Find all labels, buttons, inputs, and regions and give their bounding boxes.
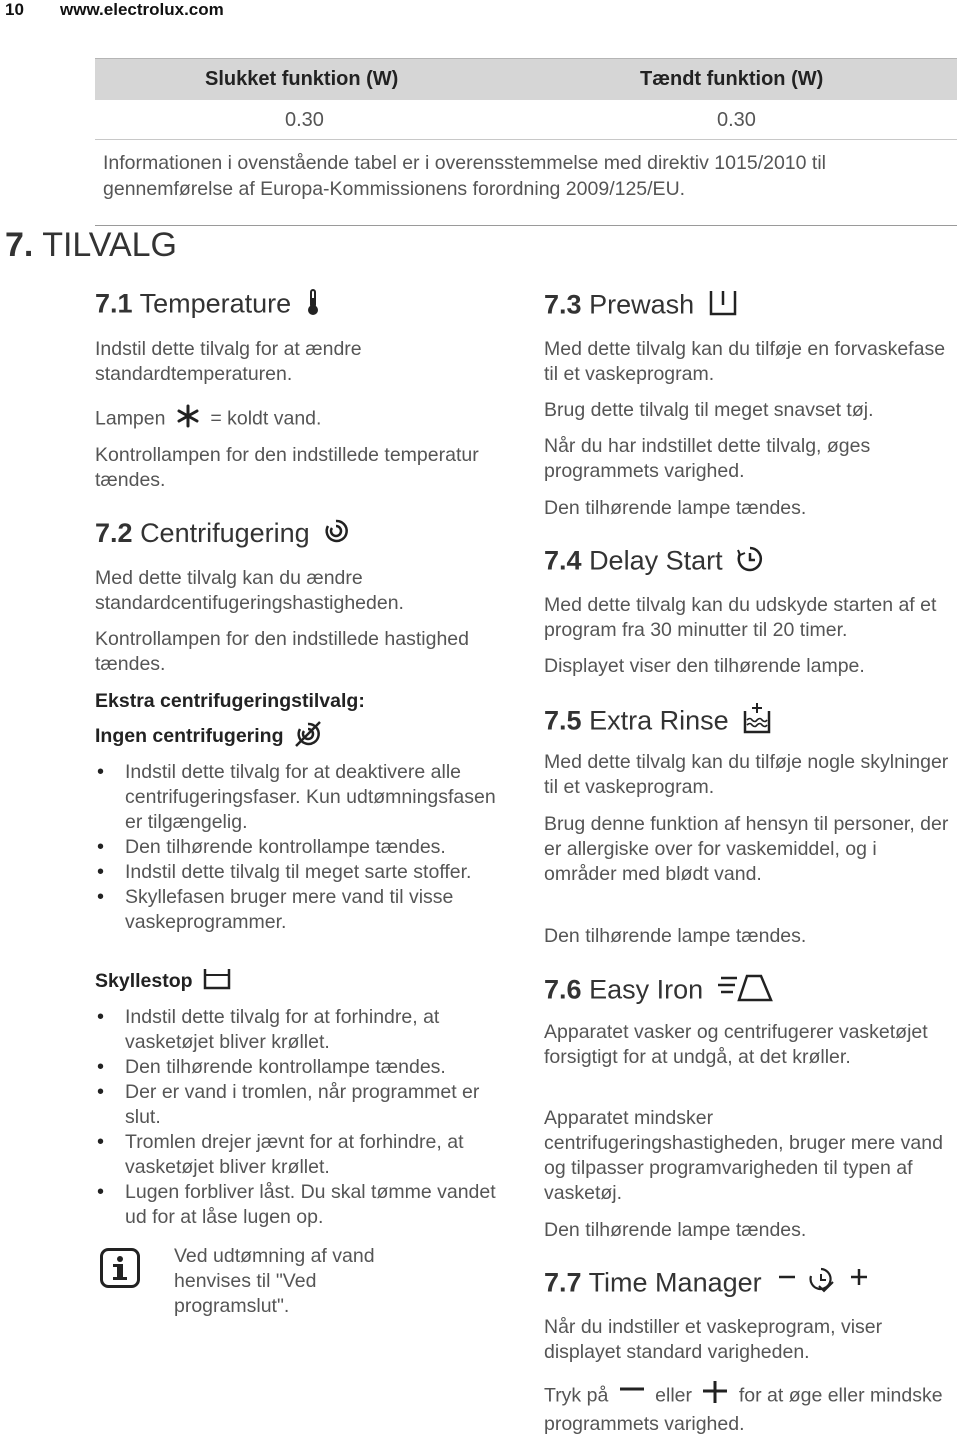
chapter-title: TILVALG xyxy=(42,226,177,264)
section-title: Prewash xyxy=(589,289,695,320)
no-spin-heading xyxy=(95,720,323,754)
section-7-4-text-1: Med dette tilvalg kan du udskyde starten af et program fra 30 minutter til 20 timer. xyxy=(544,594,937,641)
extra-spin-heading: Ekstra centrifugeringstilvalg: xyxy=(95,690,365,712)
section-7-3-text-1: Med dette tilvalg kan du tilføje en forvaskefase til et vaskeprogram. xyxy=(544,338,946,385)
delay-clock-icon xyxy=(736,545,764,580)
chapter-number: 7. xyxy=(5,226,34,264)
list-item: • Tromlen drejer jævnt for at forhindre, at vasketøjet bliver krøllet. xyxy=(95,1130,515,1180)
section-7-2-heading xyxy=(95,518,349,551)
table-note: Informationen i ovenstående tabel er i overensstemmelse med direktiv 1015/2010 til gennemførelse af Europa-Kommissionens forordning 2009/125/EU. xyxy=(95,140,957,226)
section-7-1-text-2: Kontrollampen for den indstillede temperatur tændes. xyxy=(95,444,479,491)
section-number: 7.4 xyxy=(544,545,582,576)
section-title: Time Manager xyxy=(588,1267,762,1298)
section-7-3-text-3: Når du har indstillet dette tilvalg, øges programmets varighed. xyxy=(544,435,871,482)
section-7-7-heading xyxy=(544,1266,871,1303)
section-7-7-text-1: Når du indstiller et vaskeprogram, viser displayet standard varigheden. xyxy=(544,1316,883,1363)
info-icon xyxy=(100,1248,140,1293)
or-label: eller xyxy=(655,1384,692,1407)
no-spin-label: Ingen centrifugering xyxy=(95,725,284,748)
easy-iron-icon xyxy=(717,973,773,1010)
section-7-3-text-4: Den tilhørende lampe tændes. xyxy=(544,497,807,519)
section-number: 7.6 xyxy=(544,974,582,1005)
section-7-6-heading xyxy=(544,973,773,1010)
off-mode-value: 0.30 xyxy=(285,109,324,131)
list-item: • Lugen forbliver låst. Du skal tømme vandet ud for at låse lugen op. xyxy=(95,1180,515,1230)
page-number: 10 xyxy=(5,0,24,19)
extra-rinse-icon xyxy=(742,703,772,742)
section-7-7-text-2 xyxy=(544,1381,954,1437)
adjust-label: for at øge eller mindske programmets varighed. xyxy=(544,1384,943,1435)
section-7-6-text-1: Apparatet vasker og centrifugerer vasketøjet forsigtigt for at undgå, at det krøller. xyxy=(544,1021,928,1068)
on-mode-header: Tændt funktion (W) xyxy=(640,68,824,90)
list-item: • Den tilhørende kontrollampe tændes. xyxy=(95,1055,515,1080)
rinse-hold-label: Skyllestop xyxy=(95,970,193,993)
list-item: • Skyllefasen bruger mere vand til visse vaskeprogrammer. xyxy=(95,885,515,935)
off-mode-header: Slukket funktion (W) xyxy=(205,68,399,90)
power-consumption-table xyxy=(95,58,957,226)
section-7-1-text-1: Indstil dette tilvalg for at ændre standardtemperaturen. xyxy=(95,338,362,385)
plus-icon xyxy=(701,1381,729,1412)
no-spin-list xyxy=(95,760,515,935)
section-7-5-heading xyxy=(544,703,772,742)
lamp-suffix: = koldt vand. xyxy=(210,407,322,430)
section-7-2-text-1: Med dette tilvalg kan du ændre standardcentifugeringshastigheden. xyxy=(95,567,404,614)
section-number: 7.3 xyxy=(544,289,582,320)
section-7-5-text-2: Brug denne funktion af hensyn til personer, der er allergiske over for vaskemiddel, og i områder med blødt vand. xyxy=(544,813,949,885)
section-7-6-text-3: Den tilhørende lampe tændes. xyxy=(544,1219,807,1241)
thermometer-icon xyxy=(305,288,321,323)
section-7-3-heading xyxy=(544,288,738,325)
section-7-1-heading xyxy=(95,288,321,323)
section-7-5-text-3: Den tilhørende lampe tændes. xyxy=(544,925,807,947)
list-item: • Den tilhørende kontrollampe tændes. xyxy=(95,835,515,860)
section-title: Easy Iron xyxy=(589,974,704,1005)
time-manager-icon xyxy=(775,1266,871,1303)
list-item: • Indstil dette tilvalg til meget sarte stoffer. xyxy=(95,860,515,885)
table-header-row xyxy=(95,58,957,100)
snowflake-icon xyxy=(175,403,201,436)
section-number: 7.5 xyxy=(544,705,582,736)
press-label: Tryk på xyxy=(544,1384,609,1407)
chapter-heading xyxy=(5,226,177,265)
page-header xyxy=(0,0,960,24)
header-url: www.electrolux.com xyxy=(60,0,224,19)
list-item: • Indstil dette tilvalg for at deaktivere alle centrifugeringsfaser. Kun udtømningsfasen er tilgængelig. xyxy=(95,760,515,835)
section-number: 7.1 xyxy=(95,288,133,319)
rinse-hold-icon xyxy=(202,966,232,998)
info-note: Ved udtømning af vand henvises til "Ved programslut". xyxy=(174,1245,375,1317)
rinse-hold-list xyxy=(95,1005,515,1230)
section-number: 7.7 xyxy=(544,1267,582,1298)
on-mode-value: 0.30 xyxy=(717,109,756,131)
section-7-5-text-1: Med dette tilvalg kan du tilføje nogle skylninger til et vaskeprogram. xyxy=(544,751,949,798)
list-item: • Indstil dette tilvalg for at forhindre, at vasketøjet bliver krøllet. xyxy=(95,1005,515,1055)
spin-icon xyxy=(323,518,349,551)
section-7-4-text-2: Displayet viser den tilhørende lampe. xyxy=(544,655,865,677)
section-7-2-text-2: Kontrollampen for den indstillede hastighed tændes. xyxy=(95,628,469,675)
rinse-hold-heading xyxy=(95,966,232,998)
minus-icon xyxy=(618,1383,646,1410)
no-spin-icon xyxy=(293,720,323,754)
table-row xyxy=(95,100,957,140)
section-title: Extra Rinse xyxy=(589,705,729,736)
section-title: Delay Start xyxy=(589,545,723,576)
section-7-6-text-2: Apparatet mindsker centrifugeringshastigheden, bruger mere vand og tilpasser programvarigheden til typen af vasketøj. xyxy=(544,1107,943,1204)
prewash-icon xyxy=(708,288,738,325)
list-item: • Der er vand i tromlen, når programmet er slut. xyxy=(95,1080,515,1130)
lamp-prefix: Lampen xyxy=(95,407,166,430)
section-title: Temperature xyxy=(139,288,292,319)
section-title: Centrifugering xyxy=(140,518,310,548)
section-number: 7.2 xyxy=(95,518,133,548)
section-7-4-heading xyxy=(544,545,764,580)
section-7-1-lamp-text xyxy=(95,403,515,436)
section-7-3-text-2: Brug dette tilvalg til meget snavset tøj. xyxy=(544,399,874,421)
